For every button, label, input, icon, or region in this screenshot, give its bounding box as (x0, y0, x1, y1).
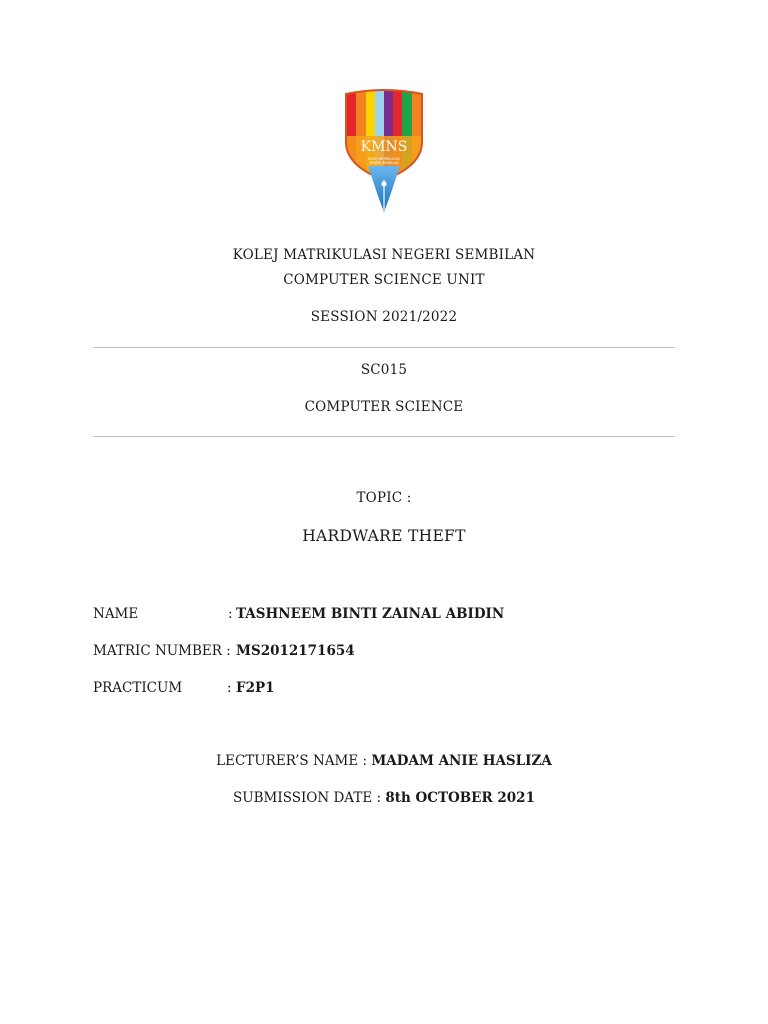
course-code: SC015 (360, 362, 408, 378)
divider-bottom (93, 436, 675, 437)
session: SESSION 2021/2022 (310, 309, 458, 325)
name-colon: : (228, 606, 233, 622)
matric-value: MS2012171654 (236, 643, 355, 659)
unit-name: COMPUTER SCIENCE UNIT (283, 272, 485, 288)
submission-line (0, 790, 768, 806)
svg-text:NEGERI SEMBILAN: NEGERI SEMBILAN (369, 161, 399, 165)
lecturer-value: MADAM ANIE HASLIZA (371, 753, 552, 769)
lecturer-line (0, 753, 768, 769)
svg-text:KOLEJ MATRIKULASI: KOLEJ MATRIKULASI (368, 157, 400, 161)
topic-label: TOPIC : (356, 490, 412, 506)
practicum-label: PRACTICUM (93, 680, 183, 696)
submission-value: 8th OCTOBER 2021 (385, 790, 535, 806)
name-value: TASHNEEM BINTI ZAINAL ABIDIN (236, 606, 505, 622)
course-name: COMPUTER SCIENCE (304, 399, 464, 415)
practicum-colon: : (227, 680, 232, 696)
name-label: NAME (93, 606, 139, 622)
college-name: KOLEJ MATRIKULASI NEGERI SEMBILAN (232, 247, 536, 263)
submission-label: SUBMISSION DATE : (233, 790, 382, 806)
practicum-value: F2P1 (236, 680, 275, 696)
logo-text: KMNS (360, 139, 408, 155)
kmns-logo (342, 88, 426, 214)
lecturer-label: LECTURER’S NAME : (216, 753, 368, 769)
topic-title: HARDWARE THEFT (302, 527, 466, 545)
matric-label: MATRIC NUMBER : (93, 643, 231, 659)
divider-top (93, 347, 675, 348)
